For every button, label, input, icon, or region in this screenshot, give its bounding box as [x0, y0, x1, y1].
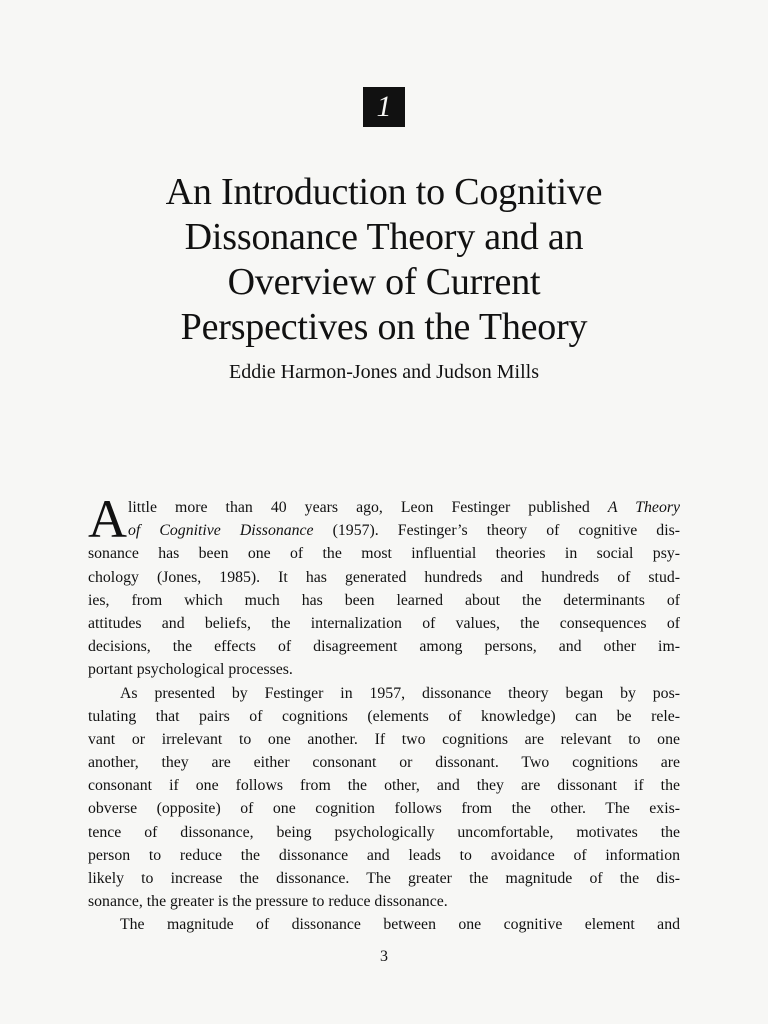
text-line: decisions, the effects of disagreement among persons, and other im- — [88, 638, 680, 656]
text-line: little more than 40 years ago, Leon Festinger published A Theory — [128, 499, 680, 516]
text-line: person to reduce the dissonance and leads to avoidance of information — [88, 846, 680, 864]
text-line: tence of dissonance, being psychologically uncomfortable, motivates the — [88, 823, 680, 841]
drop-cap: A — [88, 489, 127, 549]
title-line: Perspectives on the Theory — [180, 306, 588, 348]
title-line: Dissonance Theory and an — [184, 216, 584, 258]
text-line: another, they are either consonant or dissonant. Two cognitions are — [88, 754, 680, 772]
title-line: Overview of Current — [227, 261, 541, 303]
paragraph-2 — [88, 682, 680, 914]
chapter-number-badge: 1 — [363, 87, 405, 127]
text-line: attitudes and beliefs, the internalization of values, the consequences of — [88, 614, 680, 632]
paragraph-1 — [88, 489, 680, 682]
chapter-authors: Eddie Harmon-Jones and Judson Mills — [229, 361, 539, 383]
page-number: 3 — [380, 948, 388, 965]
title-line: An Introduction to Cognitive — [165, 171, 603, 213]
text-line: ies, from which much has been learned about the determinants of — [88, 591, 680, 609]
text-line: obverse (opposite) of one cognition follows from the other. The exis- — [88, 800, 680, 818]
text-line: tulating that pairs of cognitions (elements of knowledge) can be rele- — [88, 707, 680, 725]
text-line: likely to increase the dissonance. The greater the magnitude of the dis- — [88, 870, 680, 887]
text-line: sonance has been one of the most influential theories in social psy- — [88, 545, 680, 563]
chapter-title — [84, 170, 684, 350]
text-line: chology (Jones, 1985). It has generated hundreds and hundreds of stud- — [88, 568, 680, 586]
text-line: sonance, the greater is the pressure to reduce dissonance. — [88, 893, 448, 911]
text-line: of Cognitive Dissonance (1957). Festinger’s theory of cognitive dis- — [128, 522, 680, 540]
text-line: vant or irrelevant to one another. If two cognitions are relevant to one — [88, 730, 680, 748]
paragraph-3 — [88, 913, 680, 936]
body-text — [88, 489, 680, 937]
text-line: As presented by Festinger in 1957, dissonance theory began by pos- — [120, 684, 680, 702]
text-line: portant psychological processes. — [88, 661, 293, 679]
text-line: consonant if one follows from the other, and they are dissonant if the — [88, 777, 680, 795]
text-line: The magnitude of dissonance between one cognitive element and — [120, 916, 680, 934]
